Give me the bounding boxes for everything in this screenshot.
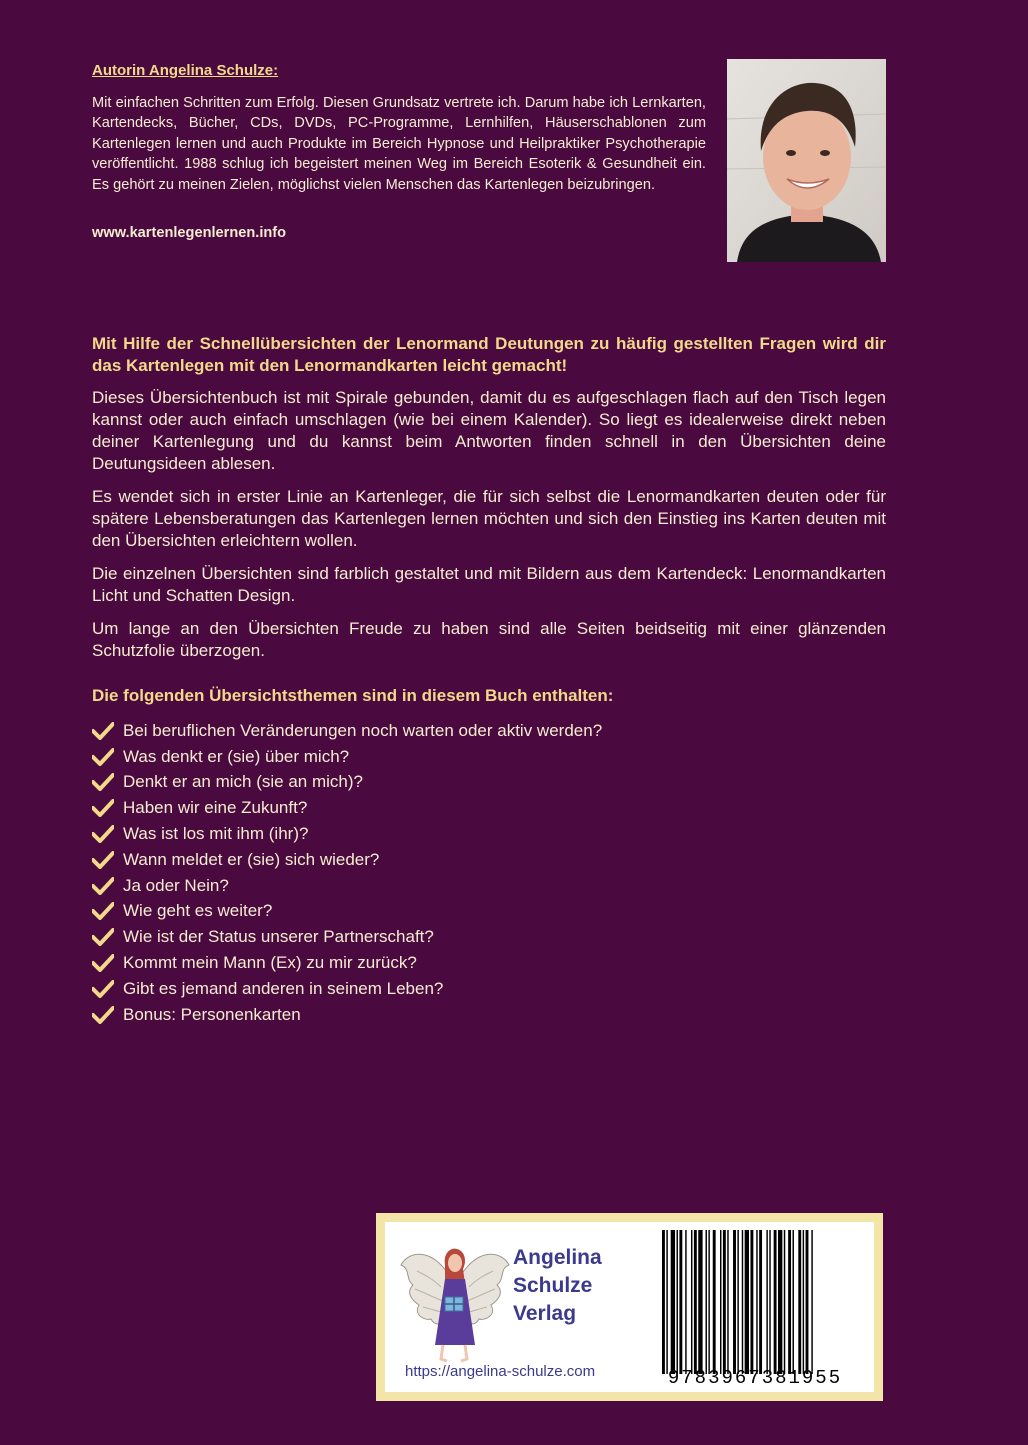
author-photo	[727, 59, 886, 262]
barcode-bar	[750, 1230, 753, 1374]
barcode-bar	[679, 1230, 682, 1374]
brand-line: Angelina	[513, 1246, 602, 1269]
author-bio: Mit einfachen Schritten zum Erfolg. Diesen Grundsatz vertrete ich. Darum habe ich Lernkarten, Kartendecks, Bücher, CDs, DVDs, PC-Programme, Lernhilfen, Häuserschablonen zum Kartenlegen lernen und auch Produkte im Bereich Hypnose und Heilpraktiker Psychotherapie veröffentlicht. 1988 schlug ich begeistert meinen Weg im Bereich Esoterik & Gesundheit ein. Es gehört zu meinen Zielen, möglichst vielen Menschen das Kartenlegen beizubringen.	[92, 95, 706, 193]
topic-label: Kommt mein Mann (Ex) zu mir zurück?	[123, 953, 417, 973]
topic-label: Bonus: Personenkarten	[123, 1004, 301, 1024]
topic-label: Ja oder Nein?	[123, 875, 229, 895]
barcode-bar	[727, 1230, 728, 1374]
barcode-bar	[811, 1230, 812, 1374]
topic-item	[92, 847, 886, 873]
barcode-bar	[666, 1230, 667, 1374]
barcode-bar	[793, 1230, 794, 1374]
topics-heading: Die folgenden Übersichtsthemen sind in diesem Buch enthalten:	[92, 686, 614, 705]
topic-item	[92, 770, 886, 796]
barcode-bar	[742, 1230, 743, 1374]
barcode-bar	[662, 1230, 665, 1374]
topic-item	[92, 795, 886, 821]
topic-item	[92, 821, 886, 847]
check-icon	[92, 773, 114, 791]
barcode-bar	[766, 1230, 767, 1374]
check-icon	[92, 877, 114, 895]
barcode-bar	[798, 1230, 801, 1374]
topic-label: Wie ist der Status unserer Partnerschaft?	[123, 927, 434, 947]
brand-line: Schulze	[513, 1274, 593, 1297]
topic-label: Was denkt er (sie) über mich?	[123, 746, 350, 766]
barcode-bar	[784, 1230, 785, 1374]
intro-text: Mit Hilfe der Schnellübersichten der Lenormand Deutungen zu häufig gestellten Fragen wird dir das Kartenlegen mit den Lenormandkarten leicht gemacht!	[92, 334, 886, 375]
description-paragraph: Dieses Übersichtenbuch ist mit Spirale gebunden, damit du es aufgeschlagen flach auf den Tisch legen kannst oder auch einfach umschlagen (wie bei einem Kalender). So liegt es idealerweise direkt neben deiner Kartenlegung und du kannst beim Antworten finden schnell in den Übersichten deine Deutungsideen ablesen.	[92, 388, 886, 473]
description-section	[92, 333, 886, 1028]
barcode-bar	[756, 1230, 757, 1374]
author-website: www.kartenlegenlernen.info	[92, 225, 287, 241]
topics-list	[92, 718, 886, 1028]
check-icon	[92, 748, 114, 766]
barcode-bar	[803, 1230, 804, 1374]
barcode-bar	[694, 1230, 697, 1374]
check-icon	[92, 825, 114, 843]
topic-item	[92, 744, 886, 770]
barcode-bar	[691, 1230, 692, 1374]
topic-label: Wie geht es weiter?	[123, 901, 273, 921]
check-icon	[92, 722, 114, 740]
topic-label: Was ist los mit ihm (ihr)?	[123, 824, 309, 844]
check-icon	[92, 928, 114, 946]
topic-item	[92, 950, 886, 976]
topic-item	[92, 873, 886, 899]
angel-logo-icon	[399, 1235, 511, 1365]
publisher-inner	[385, 1222, 874, 1392]
topic-item	[92, 718, 886, 744]
brand-line: Verlag	[513, 1302, 577, 1325]
publisher-brand	[513, 1244, 602, 1328]
topic-label: Gibt es jemand anderen in seinem Leben?	[123, 978, 444, 998]
barcode-bar	[706, 1230, 707, 1374]
barcode-bar	[769, 1230, 770, 1374]
check-icon	[92, 1006, 114, 1024]
barcode-bar	[774, 1230, 777, 1374]
topic-item	[92, 899, 886, 925]
barcode-bar	[671, 1230, 675, 1374]
check-icon	[92, 902, 114, 920]
barcode-bar	[685, 1230, 686, 1374]
description-paragraph: Die einzelnen Übersichten sind farblich gestaltet und mit Bildern aus dem Kartendeck: Lenormandkarten Licht und Schatten Design.	[92, 564, 886, 605]
check-icon	[92, 799, 114, 817]
isbn-number: 9783967381955	[667, 1367, 843, 1389]
check-icon	[92, 980, 114, 998]
barcode	[660, 1230, 853, 1374]
topic-label: Haben wir eine Zukunft?	[123, 798, 308, 818]
description-paragraph: Um lange an den Übersichten Freude zu haben sind alle Seiten beidseitig mit einer glänzenden Schutzfolie überzogen.	[92, 619, 886, 660]
barcode-bar	[788, 1230, 791, 1374]
topic-label: Wann meldet er (sie) sich wieder?	[123, 849, 380, 869]
barcode-bar	[806, 1230, 809, 1374]
topic-label: Denkt er an mich (sie an mich)?	[123, 772, 363, 792]
barcode-bar	[733, 1230, 736, 1374]
publisher-box	[376, 1213, 883, 1401]
topic-item	[92, 924, 886, 950]
barcode-bar	[737, 1230, 738, 1374]
barcode-bar	[759, 1230, 762, 1374]
description-paragraph: Es wendet sich in erster Linie an Kartenleger, die für sich selbst die Lenormandkarten deuten oder für spätere Lebensberatungen das Kartenlegen lernen möchten und sich den Einstieg ins Karten deuten mit den Übersichten erleichtern wollen.	[92, 487, 886, 550]
topic-item	[92, 976, 886, 1002]
barcode-bar	[745, 1230, 749, 1374]
topic-label: Bei beruflichen Veränderungen noch warten oder aktiv werden?	[123, 720, 603, 740]
barcode-bar	[720, 1230, 721, 1374]
topic-item	[92, 1002, 886, 1028]
barcode-bar	[708, 1230, 709, 1374]
barcode-bar	[713, 1230, 716, 1374]
barcode-bar	[723, 1230, 726, 1374]
publisher-website: https://angelina-schulze.com	[405, 1363, 596, 1380]
barcode-bar	[778, 1230, 782, 1374]
barcode-bar	[698, 1230, 702, 1374]
barcode-bar	[677, 1230, 678, 1374]
author-heading: Autorin Angelina Schulze:	[92, 62, 279, 79]
check-icon	[92, 954, 114, 972]
check-icon	[92, 851, 114, 869]
